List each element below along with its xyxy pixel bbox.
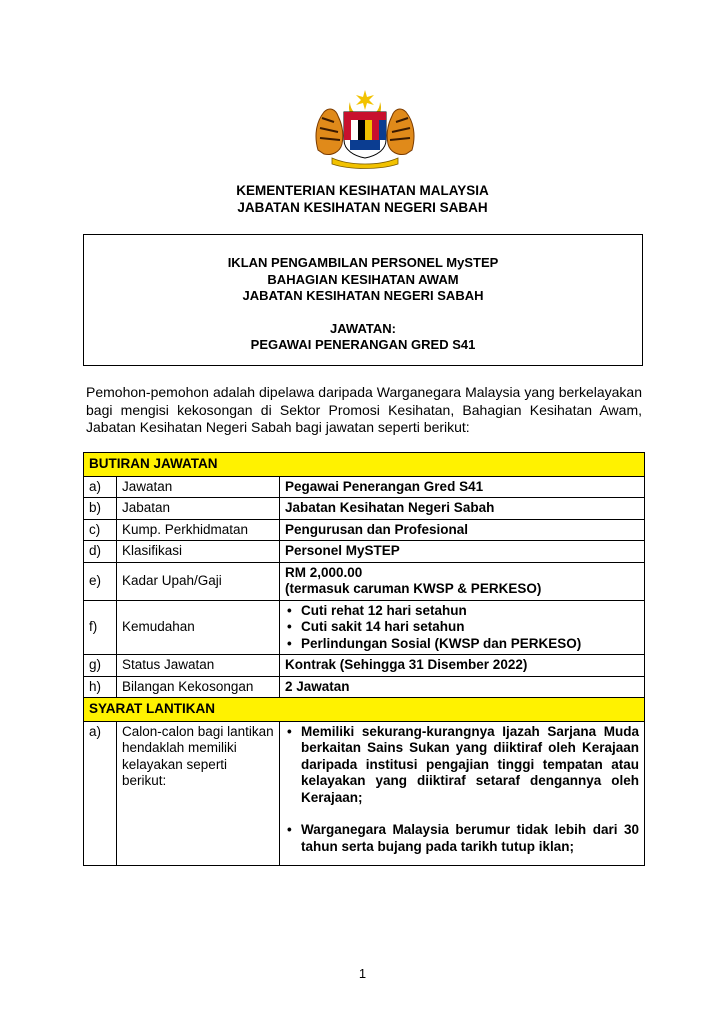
table-row: [84, 541, 645, 563]
job-details-table: [83, 452, 645, 866]
coat-of-arms-icon: [310, 88, 420, 170]
requirements-list: [285, 724, 639, 856]
table-row: [84, 600, 645, 655]
post-label: JAWATAN:: [330, 320, 396, 336]
row-field: Bilangan Kekosongan: [117, 676, 280, 698]
department-title: JABATAN KESIHATAN NEGERI SABAH: [237, 200, 488, 215]
salary-note: (termasuk caruman KWSP & PERKESO): [285, 581, 542, 596]
post-name: PEGAWAI PENERANGAN GRED S41: [250, 337, 476, 352]
row-field: Klasifikasi: [117, 541, 280, 563]
list-item: • Cuti rehat 12 hari setahun: [301, 603, 639, 620]
table-row: [84, 655, 645, 677]
row-value: Personel MySTEP: [280, 541, 645, 563]
row-label: a): [84, 721, 117, 866]
ad-title: IKLAN PENGAMBILAN PERSONEL MySTEP: [227, 255, 499, 270]
ad-division: BAHAGIAN KESIHATAN AWAM: [267, 271, 459, 287]
table-row: [84, 498, 645, 520]
list-item: • Perlindungan Sosial (KWSP dan PERKESO): [301, 636, 639, 653]
list-item: • Memiliki sekurang-kurangnya Ijazah Sarjana Muda berkaitan Sains Sukan yang diiktiraf oleh Kerajaan daripada institusi pengajian tinggi tempatan atau kelayakan yang diiktiraf setaraf dengannya oleh Kerajaan;: [301, 724, 639, 807]
advertisement-box: [83, 234, 643, 366]
row-value: Kontrak (Sehingga 31 Disember 2022): [280, 655, 645, 677]
section-title: BUTIRAN JAWATAN: [84, 453, 645, 477]
list-item: • Warganegara Malaysia berumur tidak lebih dari 30 tahun serta bujang pada tarikh tutup iklan;: [301, 822, 639, 855]
ministry-title: KEMENTERIAN KESIHATAN MALAYSIA: [236, 183, 489, 198]
salary-amount: RM 2,000.00: [285, 564, 363, 580]
row-label: b): [84, 498, 117, 520]
table-row: [84, 721, 645, 866]
row-label: g): [84, 655, 117, 677]
row-value: Jabatan Kesihatan Negeri Sabah: [280, 498, 645, 520]
row-value: 2 Jawatan: [280, 676, 645, 698]
table-row: [84, 676, 645, 698]
row-field: Kemudahan: [117, 600, 280, 655]
row-value: Pengurusan dan Profesional: [280, 519, 645, 541]
list-item: • Cuti sakit 14 hari setahun: [301, 619, 639, 636]
section-header-butiran: [84, 453, 645, 477]
row-field: Calon-calon bagi lantikan hendaklah memiliki kelayakan seperti berikut:: [117, 721, 280, 866]
section-title: SYARAT LANTIKAN: [84, 698, 645, 722]
row-field: Jabatan: [117, 498, 280, 520]
row-label: c): [84, 519, 117, 541]
row-field: Jawatan: [117, 476, 280, 498]
row-label: h): [84, 676, 117, 698]
row-value: [280, 562, 645, 600]
row-label: f): [84, 600, 117, 655]
table-row: [84, 562, 645, 600]
row-field: Status Jawatan: [117, 655, 280, 677]
section-header-syarat: [84, 698, 645, 722]
table-row: [84, 519, 645, 541]
row-label: a): [84, 476, 117, 498]
row-field: Kump. Perkhidmatan: [117, 519, 280, 541]
row-label: e): [84, 562, 117, 600]
table-row: [84, 476, 645, 498]
row-label: d): [84, 541, 117, 563]
row-field: Kadar Upah/Gaji: [117, 562, 280, 600]
page-number: 1: [358, 966, 367, 981]
intro-paragraph: Pemohon-pemohon adalah dipelawa daripada Warganegara Malaysia yang berkelayakan bagi mengisi kekosongan di Sektor Promosi Kesihatan, Bahagian Kesihatan Awam, Jabatan Kesihatan Negeri Sabah bagi jawatan seperti berikut:: [86, 384, 642, 435]
row-value: Pegawai Penerangan Gred S41: [280, 476, 645, 498]
ad-department: JABATAN KESIHATAN NEGERI SABAH: [242, 288, 484, 303]
row-value: [280, 721, 645, 866]
benefits-list: [285, 603, 639, 653]
row-value: [280, 600, 645, 655]
